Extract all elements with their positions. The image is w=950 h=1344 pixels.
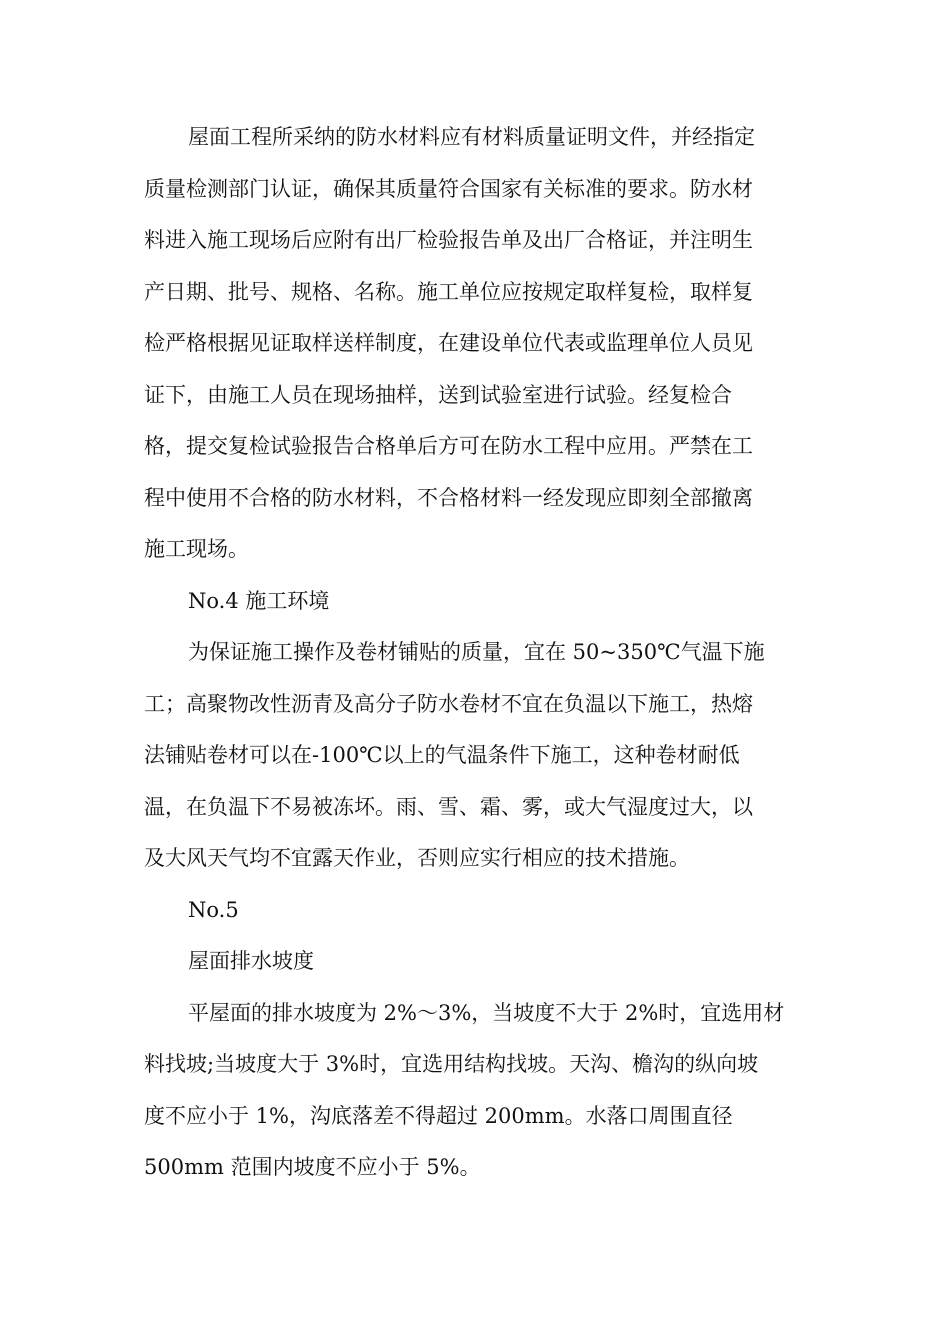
text-line: 施工现场。 bbox=[144, 537, 249, 561]
paragraph-material-quality bbox=[144, 112, 806, 576]
text-line: 料找坡;当坡度大于 3%时，宜选用结构找坡。天沟、檐沟的纵向坡 bbox=[144, 1052, 759, 1076]
text-line: 屋面工程所采纳的防水材料应有材料质量证明文件，并经指定 bbox=[188, 125, 755, 149]
paragraph-construction-environment bbox=[144, 627, 806, 885]
document-body bbox=[144, 112, 806, 1194]
section-heading-no4: No.4 施工环境 bbox=[188, 588, 330, 613]
text-line: 程中使用不合格的防水材料，不合格材料一经发现应即刻全部撤离 bbox=[144, 485, 753, 510]
text-line: 检严格根据见证取样送样制度，在建设单位代表或监理单位人员见 bbox=[144, 331, 753, 355]
text-line: 格，提交复检试验报告合格单后方可在防水工程中应用。严禁在工 bbox=[144, 434, 753, 458]
text-line: 度不应小于 1%，沟底落差不得超过 200mm。水落口周围直径 bbox=[144, 1103, 733, 1128]
paragraph-drainage-slope bbox=[144, 988, 806, 1194]
text-line: 温，在负温下不易被冻坏。雨、雪、霜、雾，或大气湿度过大，以 bbox=[144, 794, 753, 819]
section-heading-no5: No.5 bbox=[188, 897, 239, 922]
text-line: 平屋面的排水坡度为 2%～3%，当坡度不大于 2%时，宜选用材 bbox=[188, 1000, 785, 1025]
section-heading-drainage: 屋面排水坡度 bbox=[188, 949, 314, 973]
text-line: 工；高聚物改性沥青及高分子防水卷材不宜在负温以下施工，热熔 bbox=[144, 691, 753, 716]
text-line: 500mm 范围内坡度不应小于 5%。 bbox=[144, 1155, 481, 1179]
text-line: 及大风天气均不宜露天作业，否则应实行相应的技术措施。 bbox=[144, 846, 690, 870]
text-line: 产日期、批号、规格、名称。施工单位应按规定取样复检，取样复 bbox=[144, 279, 753, 304]
text-line: 质量检测部门认证，确保其质量符合国家有关标准的要求。防水材 bbox=[144, 176, 753, 201]
text-line: 为保证施工操作及卷材铺贴的质量，宜在 50~350℃气温下施 bbox=[188, 640, 765, 664]
text-line: 料进入施工现场后应附有出厂检验报告单及出厂合格证，并注明生 bbox=[144, 228, 753, 252]
text-line: 法铺贴卷材可以在-100℃以上的气温条件下施工，这种卷材耐低 bbox=[144, 743, 740, 767]
text-line: 证下，由施工人员在现场抽样，送到试验室进行试验。经复检合 bbox=[144, 382, 732, 407]
